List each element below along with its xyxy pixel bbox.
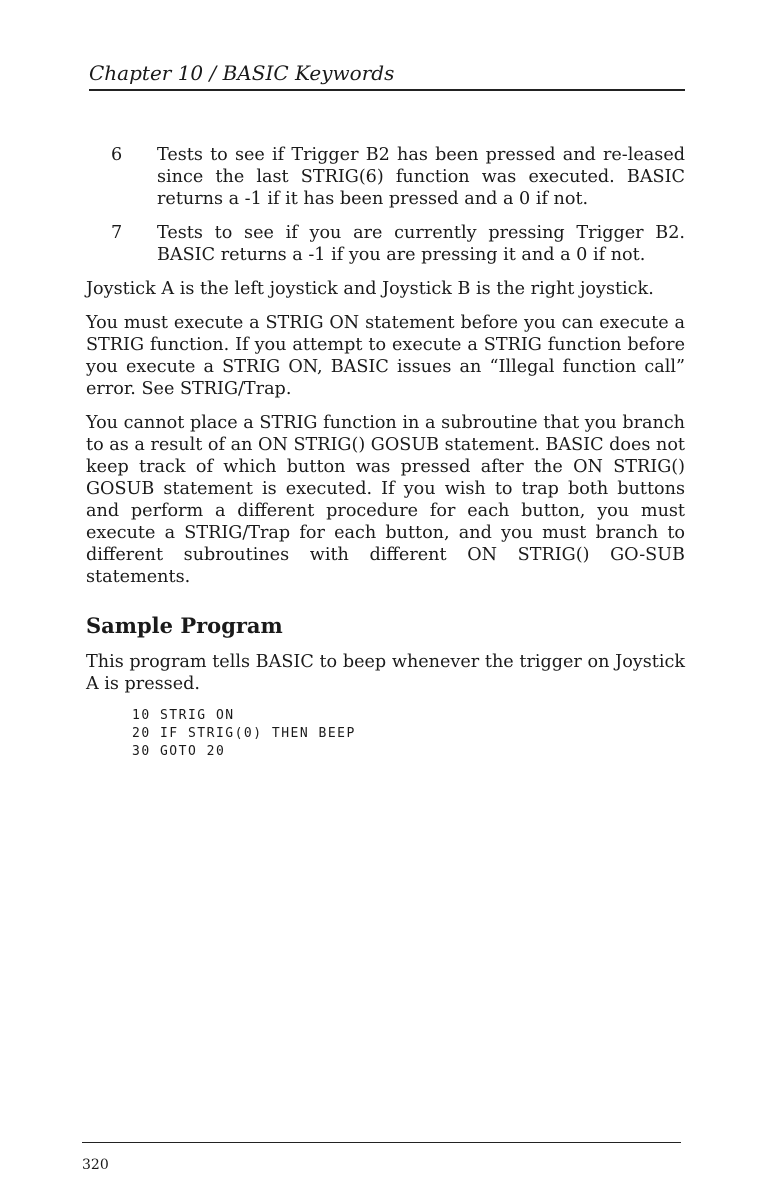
code-line: 30 GOTO 20 [132, 744, 226, 759]
param-description: Tests to see if you are currently pressing Trigger B2. BASIC returns a -1 if you are pressing it and a 0 if not. [157, 223, 685, 265]
param-number: 7 [111, 223, 123, 243]
page-number: 320 [82, 1157, 109, 1173]
param-description: Tests to see if Trigger B2 has been pressed and re-leased since the last STRIG(6) function was executed. BASIC returns a -1 if it has been pressed and a 0 if not. [157, 145, 685, 209]
paragraph-subroutine-note: You cannot place a STRIG function in a subroutine that you branch to as a result of an ON STRIG() GOSUB statement. BASIC does not keep track of which button was pressed after the ON STRIG() GOSUB statement is executed. If you wish to trap both buttons and perform a different procedure for each button, you must execute a STRIG/Trap for each button, and you must branch to different subroutines with different ON STRIG() GO-SUB statements. [86, 413, 686, 587]
footer-rule [82, 1142, 681, 1143]
paragraph-joystick-sides: Joystick A is the left joystick and Joystick B is the right joystick. [86, 279, 654, 299]
code-line: 20 IF STRIG(0) THEN BEEP [132, 726, 356, 741]
code-block [132, 707, 685, 761]
page-header [89, 60, 685, 91]
section-heading-sample-program: Sample Program [86, 613, 283, 638]
page-content [86, 144, 685, 761]
param-row-6 [86, 144, 685, 210]
chapter-title: Chapter 10 / BASIC Keywords [89, 60, 685, 91]
code-line: 10 STRIG ON [132, 708, 235, 723]
sample-intro: This program tells BASIC to beep whenever the trigger on Joystick A is pressed. [86, 652, 685, 694]
page-footer [82, 1142, 681, 1173]
param-row-7 [86, 222, 685, 266]
paragraph-strig-on-requirement: You must execute a STRIG ON statement before you can execute a STRIG function. If you attempt to execute a STRIG function before you execute a STRIG ON, BASIC issues an “Illegal function call” error. See STRIG/Trap. [86, 313, 685, 399]
param-number: 6 [111, 145, 123, 165]
